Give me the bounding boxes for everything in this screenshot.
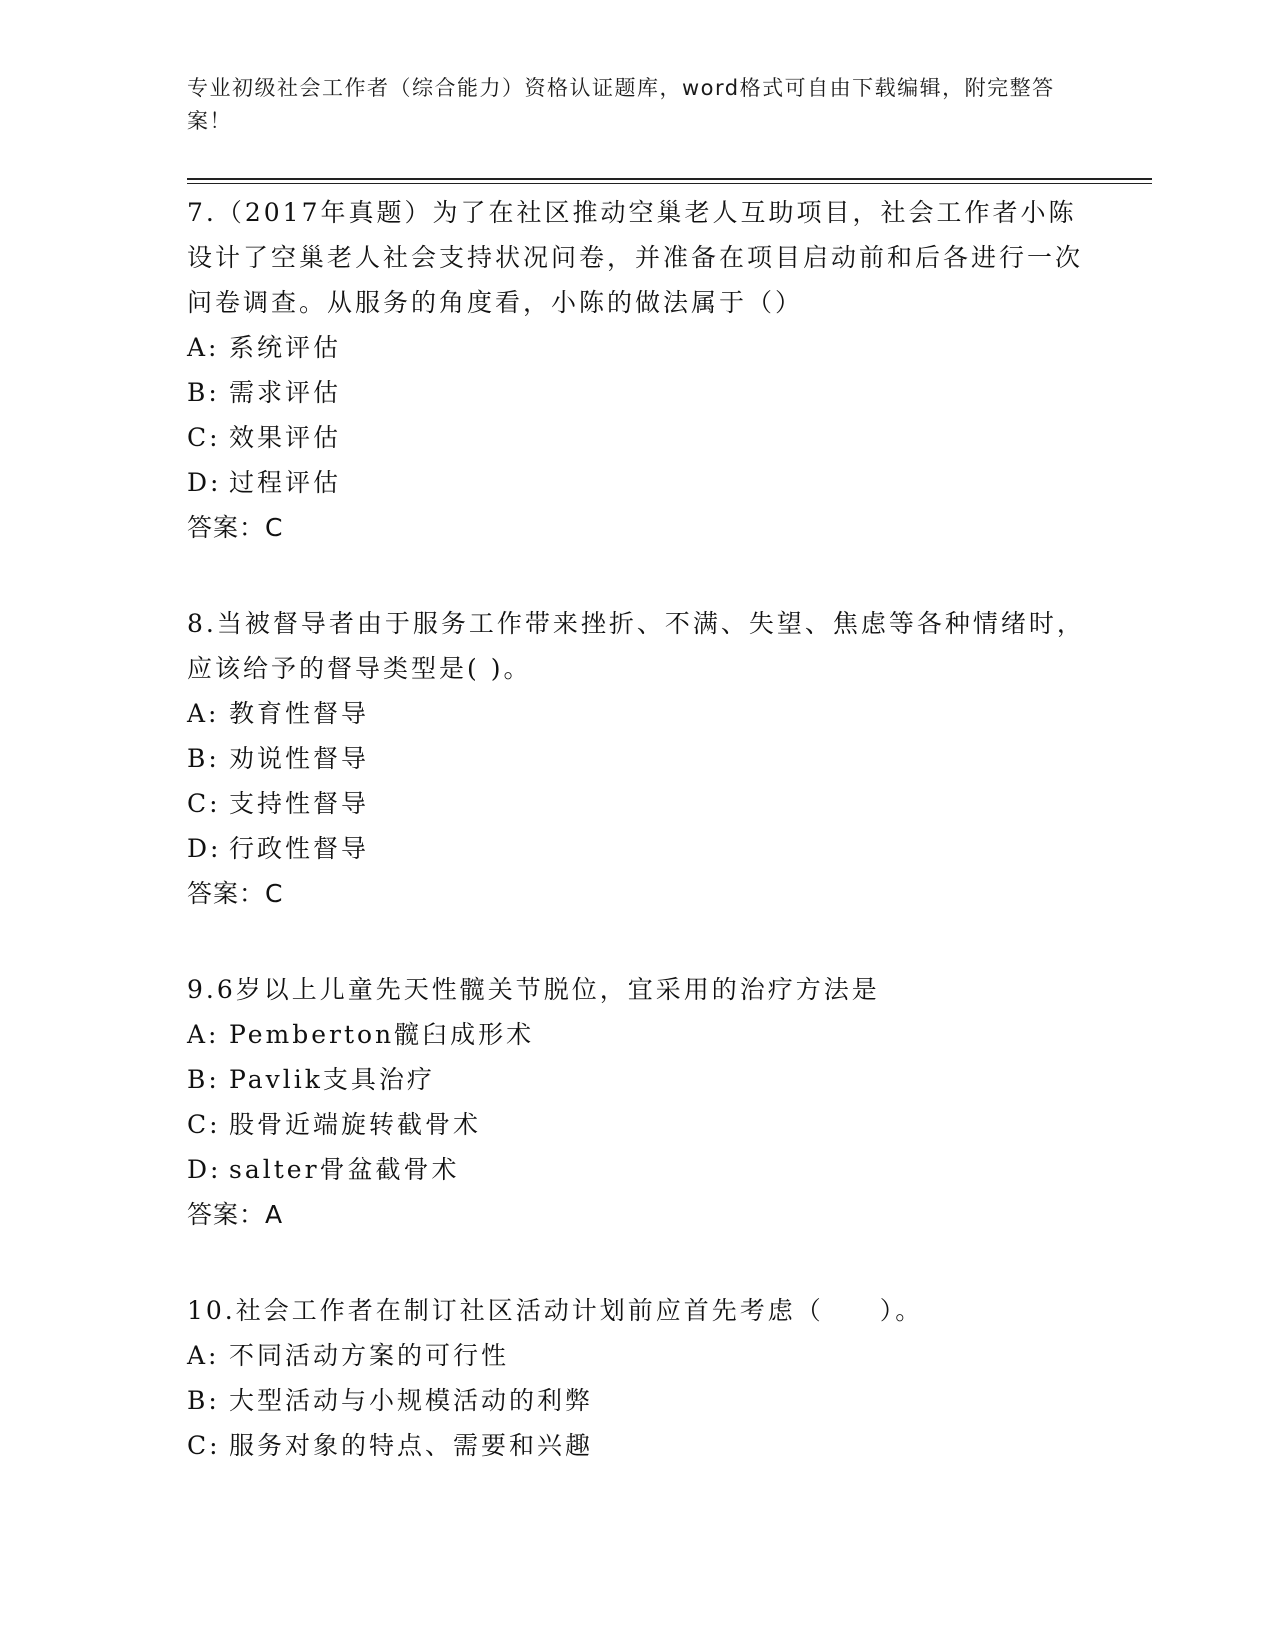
option-letter: A: (187, 1020, 220, 1049)
option-b (187, 370, 1087, 415)
option-text: 大型活动与小规模活动的利弊 (229, 1386, 594, 1415)
question-stem: 9.6岁以上儿童先天性髋关节脱位，宜采用的治疗方法是 (187, 975, 880, 1004)
option-c (187, 1423, 1087, 1468)
option-d (187, 460, 1087, 505)
question-8 (187, 601, 1087, 917)
answer-line: 答案：C (187, 879, 284, 908)
option-letter: B: (187, 1065, 220, 1094)
option-text: 服务对象的特点、需要和兴趣 (229, 1431, 594, 1460)
option-b (187, 736, 1087, 781)
option-letter: C: (187, 789, 221, 818)
question-9 (187, 967, 1087, 1238)
option-text: 过程评估 (229, 468, 342, 497)
option-text: 需求评估 (229, 378, 342, 407)
option-text: 不同活动方案的可行性 (229, 1341, 510, 1370)
option-letter: B: (187, 378, 220, 407)
question-7 (187, 190, 1087, 551)
option-letter: A: (187, 1341, 220, 1370)
question-stem: 8.当被督导者由于服务工作带来挫折、不满、失望、焦虑等各种情绪时，应该给予的督导类型是( )。 (187, 609, 1085, 683)
option-b (187, 1057, 1087, 1102)
option-text: Pavlik支具治疗 (229, 1065, 435, 1094)
option-text: 效果评估 (229, 423, 342, 452)
option-text: 支持性督导 (229, 789, 370, 818)
option-d (187, 1147, 1087, 1192)
option-letter: B: (187, 1386, 220, 1415)
option-text: 系统评估 (229, 333, 342, 362)
option-c (187, 781, 1087, 826)
option-d (187, 826, 1087, 871)
option-letter: D: (187, 834, 222, 863)
question-stem: 7.（2017年真题）为了在社区推动空巢老人互助项目，社会工作者小陈设计了空巢老人社会支持状况问卷，并准备在项目启动前和后各进行一次问卷调查。从服务的角度看，小陈的做法属于（） (187, 198, 1084, 317)
option-letter: D: (187, 468, 222, 497)
answer-line: 答案：C (187, 513, 284, 542)
option-letter: B: (187, 744, 220, 773)
option-letter: A: (187, 333, 220, 362)
option-text: 劝说性督导 (229, 744, 370, 773)
question-stem: 10.社会工作者在制订社区活动计划前应首先考虑（ ）。 (187, 1296, 924, 1325)
option-a (187, 1012, 1087, 1057)
option-text: 股骨近端旋转截骨术 (229, 1110, 482, 1139)
page-header: 专业初级社会工作者（综合能力）资格认证题库，word格式可自由下载编辑，附完整答案！ (187, 76, 1055, 133)
option-letter: A: (187, 699, 220, 728)
option-c (187, 1102, 1087, 1147)
option-b (187, 1378, 1087, 1423)
option-a (187, 691, 1087, 736)
answer-line: 答案：A (187, 1200, 284, 1229)
option-text: salter骨盆截骨术 (229, 1155, 460, 1184)
option-text: 行政性督导 (229, 834, 370, 863)
option-letter: D: (187, 1155, 222, 1184)
option-text: Pemberton髋臼成形术 (229, 1020, 535, 1049)
header-divider-thin (187, 183, 1152, 184)
question-10 (187, 1288, 1087, 1468)
option-text: 教育性督导 (229, 699, 370, 728)
option-c (187, 415, 1087, 460)
option-a (187, 325, 1087, 370)
header-divider (187, 178, 1152, 180)
option-letter: C: (187, 1110, 221, 1139)
option-a (187, 1333, 1087, 1378)
option-letter: C: (187, 1431, 221, 1460)
question-list (187, 190, 1087, 1518)
option-letter: C: (187, 423, 221, 452)
